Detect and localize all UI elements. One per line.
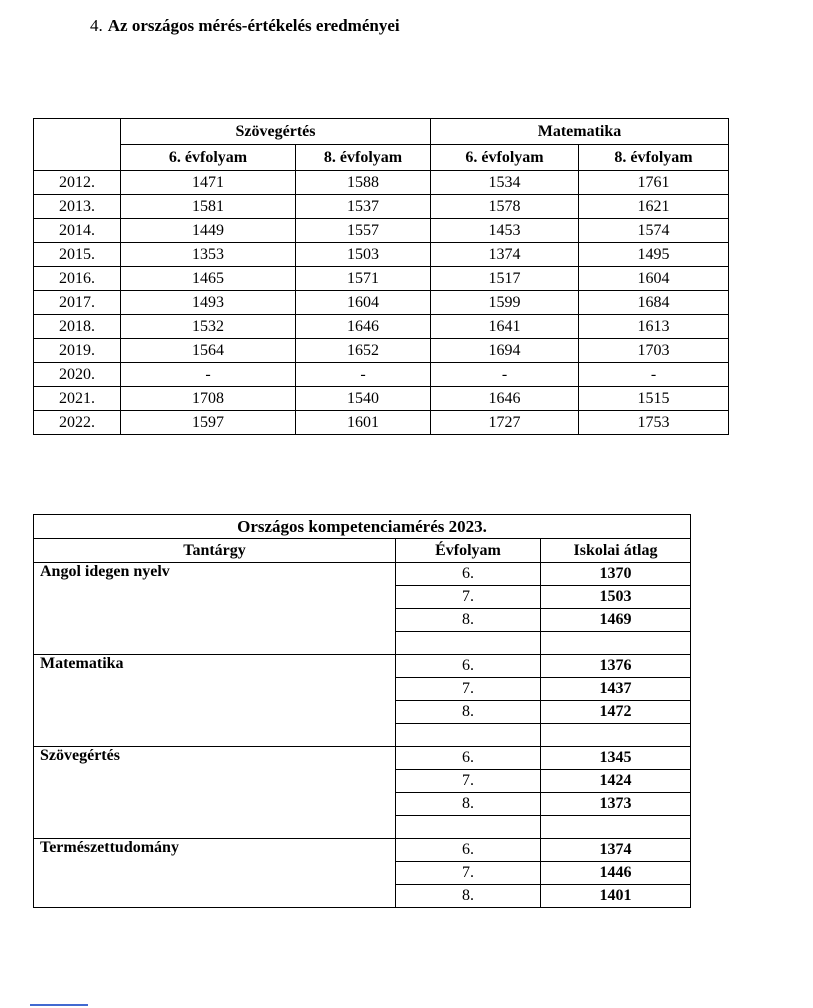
results-table-row [34, 315, 729, 339]
year-cell: 2017. [34, 291, 121, 315]
results-table-row [34, 339, 729, 363]
grade-cell: 6. [396, 747, 541, 770]
score-cell: 1708 [121, 387, 296, 411]
score-cell: 1597 [121, 411, 296, 435]
average-cell: 1472 [541, 701, 691, 724]
subject-cell: Természettudomány [34, 839, 396, 908]
page-title-text: Az országos mérés-értékelés eredményei [107, 16, 400, 35]
results-table-row [34, 243, 729, 267]
year-cell: 2018. [34, 315, 121, 339]
score-cell: 1517 [431, 267, 579, 291]
empty-grade-cell [396, 632, 541, 655]
average-cell: 1345 [541, 747, 691, 770]
score-cell: 1374 [431, 243, 579, 267]
score-cell: 1503 [296, 243, 431, 267]
grade-cell: 8. [396, 793, 541, 816]
score-cell: 1646 [296, 315, 431, 339]
subject-cell: Angol idegen nyelv [34, 563, 396, 655]
competence-table-row [34, 747, 691, 770]
year-cell: 2012. [34, 171, 121, 195]
score-cell: 1537 [296, 195, 431, 219]
empty-average-cell [541, 724, 691, 747]
score-cell: 1599 [431, 291, 579, 315]
grade-cell: 8. [396, 701, 541, 724]
score-cell: 1449 [121, 219, 296, 243]
results-table-corner-cell [34, 119, 121, 171]
score-cell: 1465 [121, 267, 296, 291]
empty-average-cell [541, 632, 691, 655]
score-cell: 1727 [431, 411, 579, 435]
average-cell: 1370 [541, 563, 691, 586]
score-cell: - [579, 363, 729, 387]
competence-table-header-grade: Évfolyam [396, 539, 541, 563]
grade-cell: 7. [396, 586, 541, 609]
average-cell: 1376 [541, 655, 691, 678]
score-cell: 1581 [121, 195, 296, 219]
score-cell: 1703 [579, 339, 729, 363]
grade-cell: 8. [396, 885, 541, 908]
results-table-row [34, 267, 729, 291]
competence-table-row [34, 839, 691, 862]
score-cell: 1353 [121, 243, 296, 267]
competence-table-title-row [34, 515, 691, 539]
average-cell: 1374 [541, 839, 691, 862]
score-cell: 1753 [579, 411, 729, 435]
results-table-row [34, 195, 729, 219]
score-cell: - [121, 363, 296, 387]
year-cell: 2013. [34, 195, 121, 219]
results-table-row [34, 291, 729, 315]
results-table-row [34, 387, 729, 411]
competence-table-header-subject: Tantárgy [34, 539, 396, 563]
competence-table-header-average: Iskolai átlag [541, 539, 691, 563]
score-cell: 1571 [296, 267, 431, 291]
grade-cell: 6. [396, 563, 541, 586]
results-table-subheader-reading-grade6: 6. évfolyam [121, 145, 296, 171]
score-cell: 1564 [121, 339, 296, 363]
score-cell: 1646 [431, 387, 579, 411]
page-title-number: 4. [90, 16, 103, 35]
year-cell: 2014. [34, 219, 121, 243]
results-table-row [34, 411, 729, 435]
score-cell: 1694 [431, 339, 579, 363]
results-table-row [34, 219, 729, 243]
score-cell: 1574 [579, 219, 729, 243]
score-cell: 1471 [121, 171, 296, 195]
grade-cell: 7. [396, 770, 541, 793]
score-cell: 1604 [579, 267, 729, 291]
competence-table [33, 514, 691, 908]
results-table-subheader-reading-grade8: 8. évfolyam [296, 145, 431, 171]
score-cell: - [431, 363, 579, 387]
grade-cell: 6. [396, 839, 541, 862]
score-cell: 1532 [121, 315, 296, 339]
score-cell: 1604 [296, 291, 431, 315]
score-cell: 1557 [296, 219, 431, 243]
average-cell: 1424 [541, 770, 691, 793]
score-cell: 1540 [296, 387, 431, 411]
grade-cell: 6. [396, 655, 541, 678]
results-table-subheader-math-grade8: 8. évfolyam [579, 145, 729, 171]
score-cell: 1613 [579, 315, 729, 339]
subject-cell: Szövegértés [34, 747, 396, 839]
results-table-header-reading: Szövegértés [121, 119, 431, 145]
score-cell: 1534 [431, 171, 579, 195]
competence-table-title: Országos kompetenciamérés 2023. [34, 515, 691, 539]
year-cell: 2016. [34, 267, 121, 291]
score-cell: 1652 [296, 339, 431, 363]
year-cell: 2019. [34, 339, 121, 363]
year-cell: 2015. [34, 243, 121, 267]
competence-table-body [34, 563, 691, 908]
average-cell: 1503 [541, 586, 691, 609]
empty-average-cell [541, 816, 691, 839]
results-table-row [34, 171, 729, 195]
average-cell: 1446 [541, 862, 691, 885]
results-table-body [34, 171, 729, 435]
average-cell: 1373 [541, 793, 691, 816]
footer-divider-line [30, 1004, 88, 1006]
score-cell: - [296, 363, 431, 387]
grade-cell: 7. [396, 678, 541, 701]
year-cell: 2020. [34, 363, 121, 387]
score-cell: 1578 [431, 195, 579, 219]
score-cell: 1495 [579, 243, 729, 267]
grade-cell: 7. [396, 862, 541, 885]
results-table-header-math: Matematika [431, 119, 729, 145]
results-table-subheader-row [34, 145, 729, 171]
year-cell: 2022. [34, 411, 121, 435]
average-cell: 1437 [541, 678, 691, 701]
competence-table-row [34, 655, 691, 678]
grade-cell: 8. [396, 609, 541, 632]
score-cell: 1588 [296, 171, 431, 195]
results-table-group-header-row [34, 119, 729, 145]
score-cell: 1601 [296, 411, 431, 435]
score-cell: 1453 [431, 219, 579, 243]
year-cell: 2021. [34, 387, 121, 411]
results-table [33, 118, 729, 435]
score-cell: 1761 [579, 171, 729, 195]
score-cell: 1493 [121, 291, 296, 315]
average-cell: 1469 [541, 609, 691, 632]
score-cell: 1684 [579, 291, 729, 315]
average-cell: 1401 [541, 885, 691, 908]
competence-table-header-row [34, 539, 691, 563]
score-cell: 1641 [431, 315, 579, 339]
empty-grade-cell [396, 816, 541, 839]
empty-grade-cell [396, 724, 541, 747]
score-cell: 1621 [579, 195, 729, 219]
score-cell: 1515 [579, 387, 729, 411]
results-table-row [34, 363, 729, 387]
competence-table-row [34, 563, 691, 586]
results-table-subheader-math-grade6: 6. évfolyam [431, 145, 579, 171]
subject-cell: Matematika [34, 655, 396, 747]
page-title [90, 16, 400, 36]
